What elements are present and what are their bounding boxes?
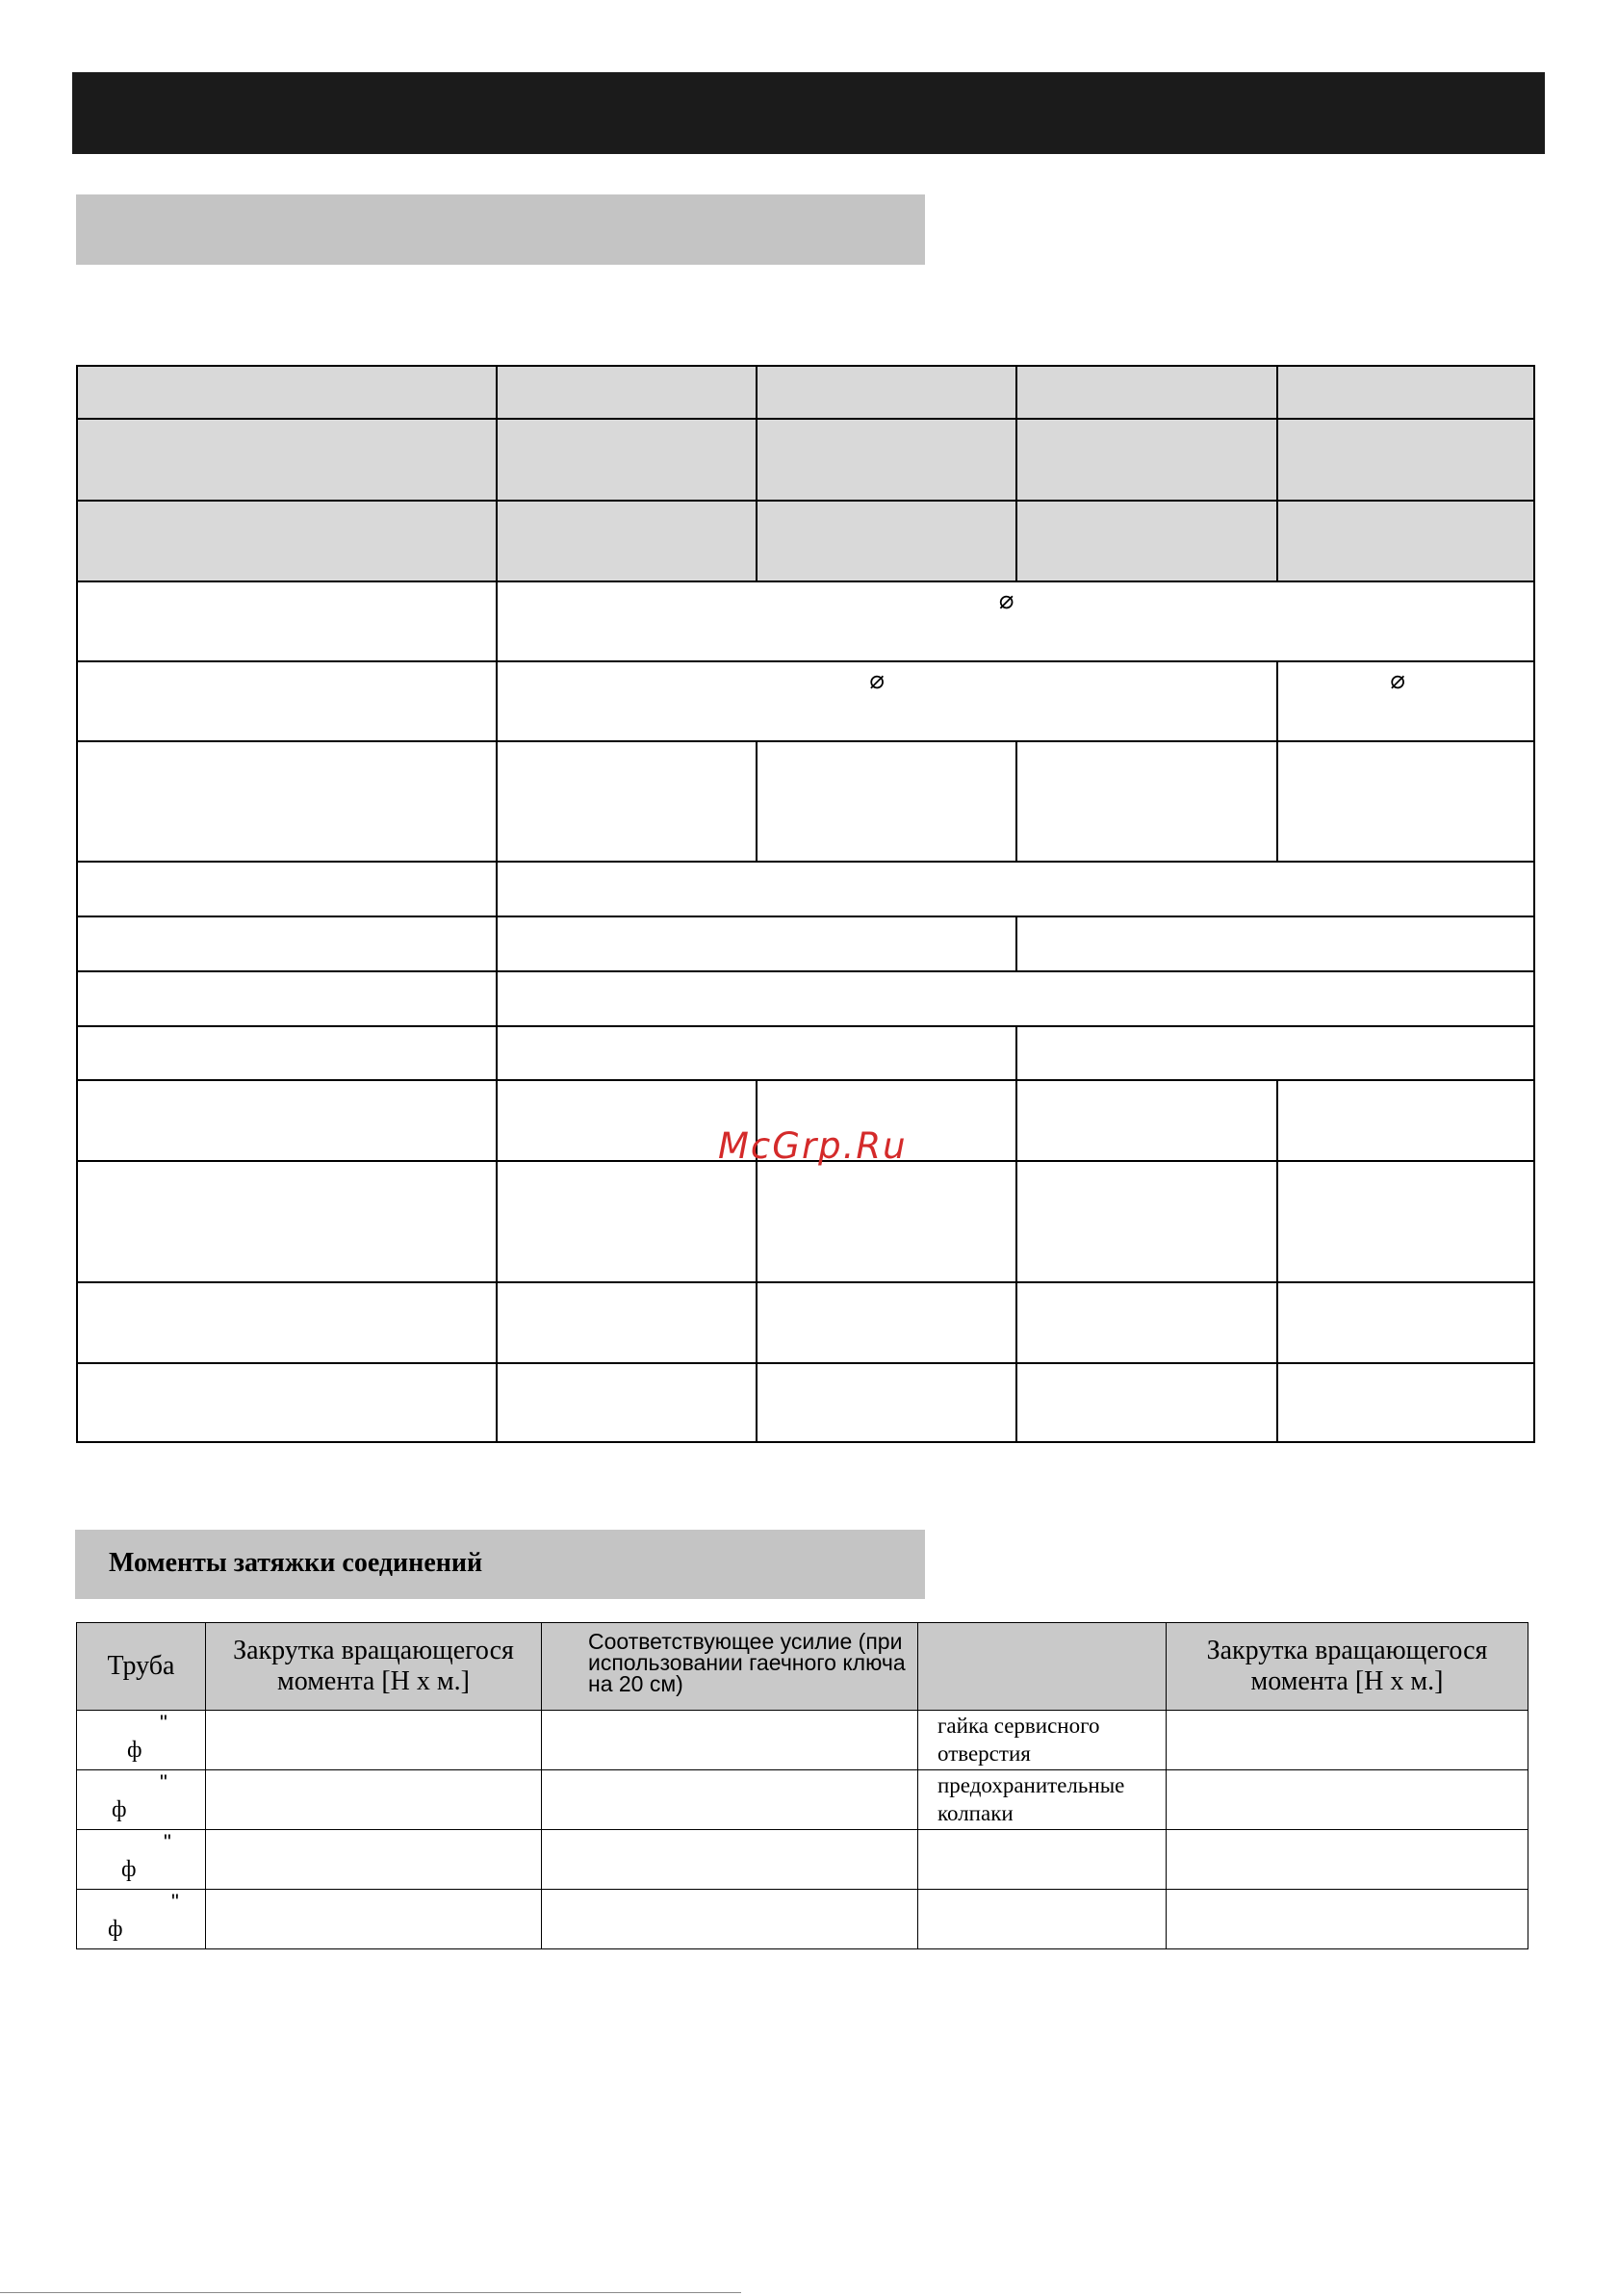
phi-symbol: ф	[127, 1738, 142, 1763]
spec-row	[77, 1026, 1534, 1080]
table-cell	[1277, 419, 1534, 501]
table-row	[77, 1711, 1528, 1770]
inch-mark: "	[160, 1711, 167, 1735]
spec-row	[77, 862, 1534, 916]
spec-row	[77, 581, 1534, 661]
table-cell	[542, 1890, 918, 1949]
nut-label	[918, 1830, 1166, 1831]
table-cell	[497, 971, 1534, 1026]
pipe-cell	[77, 1830, 206, 1890]
table-cell	[77, 1282, 497, 1363]
table-cell	[1167, 1890, 1528, 1949]
table-cell	[77, 1080, 497, 1161]
table-cell	[1016, 741, 1277, 862]
nut-cell	[918, 1830, 1167, 1890]
table-cell	[206, 1830, 542, 1890]
torque-table	[76, 1622, 1528, 1949]
spec-row	[77, 1282, 1534, 1363]
table-cell	[1016, 1080, 1277, 1161]
table-cell	[77, 1161, 497, 1282]
inch-mark: "	[160, 1770, 167, 1794]
table-cell	[77, 741, 497, 862]
table-cell	[757, 501, 1016, 581]
spec-row	[77, 419, 1534, 501]
table-cell	[1277, 366, 1534, 419]
table-cell	[1167, 1770, 1528, 1830]
table-cell	[497, 581, 1534, 661]
table-cell	[1277, 1363, 1534, 1442]
table-cell	[497, 1026, 1016, 1080]
section-header-bar-1	[76, 194, 925, 265]
header-torque: Закрутка вращающегося момента [Н х м.]	[206, 1623, 542, 1711]
inch-mark: "	[171, 1890, 179, 1914]
table-row	[77, 1890, 1528, 1949]
table-cell	[1167, 1711, 1528, 1770]
table-cell	[497, 862, 1534, 916]
table-cell	[77, 419, 497, 501]
table-cell	[77, 1363, 497, 1442]
table-cell	[1016, 501, 1277, 581]
pipe-cell	[77, 1890, 206, 1949]
table-cell	[77, 581, 497, 661]
specification-table	[76, 365, 1535, 1443]
nut-label	[918, 1890, 1166, 1891]
table-cell	[77, 501, 497, 581]
table-cell	[206, 1711, 542, 1770]
header-torque-2: Закрутка вращающегося момента [Н х м.]	[1167, 1623, 1528, 1711]
table-cell	[1277, 741, 1534, 862]
table-cell	[77, 862, 497, 916]
pipe-cell	[77, 1711, 206, 1770]
table-cell	[1277, 1161, 1534, 1282]
section-title: Моменты затяжки соединений	[109, 1548, 483, 1578]
table-cell	[1016, 419, 1277, 501]
table-cell	[497, 501, 757, 581]
table-cell	[1016, 1363, 1277, 1442]
table-cell	[77, 916, 497, 971]
spec-row	[77, 661, 1534, 741]
table-cell	[1016, 1282, 1277, 1363]
table-row	[77, 1830, 1528, 1890]
diameter-symbol: ⌀	[868, 666, 885, 695]
table-cell	[497, 1363, 757, 1442]
header-pipe: Труба	[77, 1623, 206, 1711]
nut-cell	[918, 1770, 1167, 1830]
nut-cell	[918, 1711, 1167, 1770]
table-cell	[77, 661, 497, 741]
table-cell	[497, 1161, 757, 1282]
table-cell	[1167, 1830, 1528, 1890]
phi-symbol: ф	[121, 1857, 137, 1882]
nut-label: предохранительные колпаки	[937, 1773, 1125, 1825]
pipe-cell	[77, 1770, 206, 1830]
spec-row	[77, 1161, 1534, 1282]
spec-row	[77, 971, 1534, 1026]
nut-label: гайка сервисного отверстия	[937, 1714, 1100, 1766]
table-cell	[1277, 1080, 1534, 1161]
table-cell	[542, 1830, 918, 1890]
diameter-symbol: ⌀	[1389, 666, 1405, 695]
table-cell	[77, 366, 497, 419]
spec-header-row	[77, 366, 1534, 419]
table-cell	[542, 1711, 918, 1770]
nut-cell	[918, 1890, 1167, 1949]
top-header-bar	[72, 72, 1545, 154]
table-cell	[757, 1161, 1016, 1282]
inch-mark: "	[164, 1830, 171, 1854]
table-cell	[1016, 1026, 1534, 1080]
table-cell	[77, 971, 497, 1026]
table-cell	[206, 1770, 542, 1830]
table-cell	[757, 1363, 1016, 1442]
spec-row	[77, 741, 1534, 862]
table-cell	[497, 419, 757, 501]
table-cell	[1277, 501, 1534, 581]
table-cell	[497, 661, 1277, 741]
table-cell	[1016, 916, 1534, 971]
table-cell	[757, 741, 1016, 862]
spec-row	[77, 1363, 1534, 1442]
table-cell	[497, 366, 757, 419]
table-cell	[497, 1282, 757, 1363]
table-cell	[757, 1282, 1016, 1363]
spec-row	[77, 916, 1534, 971]
diameter-symbol: ⌀	[998, 586, 1014, 615]
table-cell	[1016, 1161, 1277, 1282]
table-cell	[1277, 1282, 1534, 1363]
phi-symbol: ф	[108, 1917, 123, 1942]
header-force: Соответствующее усилие (при использовании гаечного ключа на 20 см)	[542, 1623, 918, 1711]
table-cell	[497, 916, 1016, 971]
phi-symbol: ф	[112, 1797, 127, 1822]
footer-divider	[0, 2292, 741, 2293]
torque-header-row	[77, 1623, 1528, 1711]
table-cell	[77, 1026, 497, 1080]
table-cell	[1277, 661, 1534, 741]
watermark-text: McGrp.Ru	[718, 1125, 908, 1167]
table-row	[77, 1770, 1528, 1830]
table-cell	[542, 1770, 918, 1830]
header-blank	[918, 1623, 1167, 1711]
table-cell	[1016, 366, 1277, 419]
table-cell	[206, 1890, 542, 1949]
table-cell	[497, 741, 757, 862]
table-cell	[757, 419, 1016, 501]
table-cell	[757, 366, 1016, 419]
spec-row	[77, 501, 1534, 581]
